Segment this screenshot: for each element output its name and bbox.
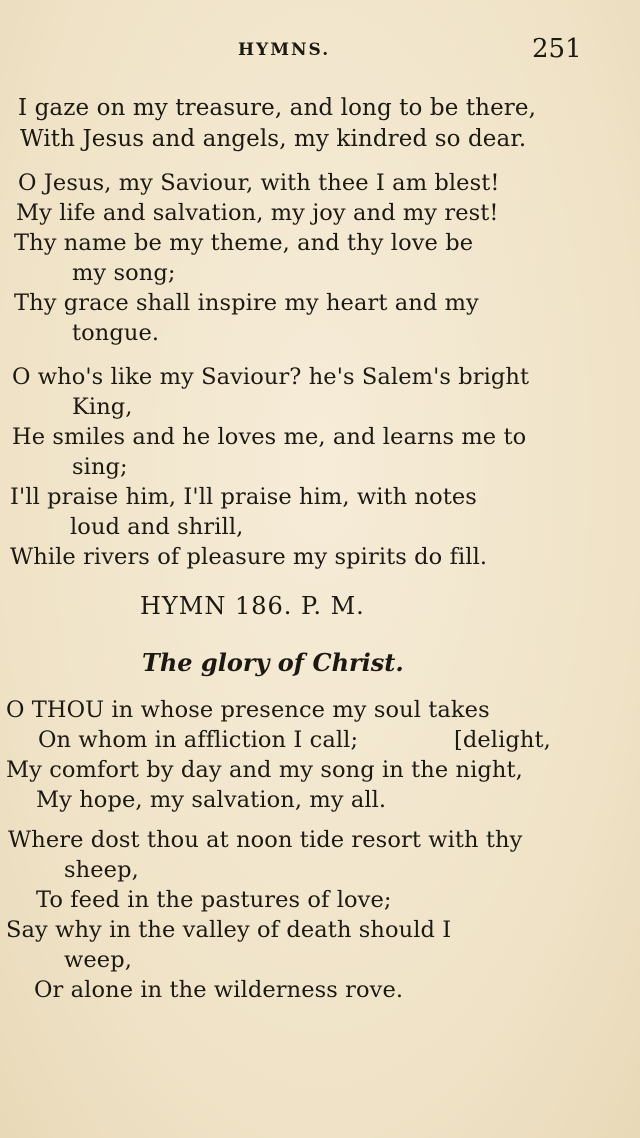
- verse-line-indent: sheep,: [64, 857, 139, 883]
- verse-line: I gaze on my treasure, and long to be there,: [18, 95, 537, 121]
- verse-line: While rivers of pleasure my spirits do fill.: [10, 544, 488, 570]
- verse-line-indent: My hope, my salvation, my all.: [36, 787, 387, 813]
- verse-line: My life and salvation, my joy and my rest!: [16, 200, 499, 226]
- verse-line: I'll praise him, I'll praise him, with notes: [10, 484, 477, 510]
- verse-line: O who's like my Saviour? he's Salem's bright: [12, 364, 530, 390]
- verse-line: O THOU in whose presence my soul takes: [6, 697, 490, 723]
- hymn-heading: HYMN 186. P. M.: [140, 592, 365, 620]
- verse-turnover: [delight,: [454, 727, 551, 753]
- verse-line-indent: King,: [72, 394, 133, 420]
- verse-line-indent: sing;: [72, 454, 128, 480]
- hymn-subtitle: The glory of Christ.: [142, 648, 404, 677]
- verse-line: He smiles and he loves me, and learns me to: [12, 424, 527, 450]
- verse-line-indent: On whom in affliction I call;: [38, 727, 359, 753]
- verse-line-indent: Or alone in the wilderness rove.: [34, 977, 404, 1003]
- verse-line: With Jesus and angels, my kindred so dear.: [20, 126, 527, 152]
- verse-line: O Jesus, my Saviour, with thee I am blest!: [18, 170, 500, 196]
- running-head: HYMNS.: [238, 40, 331, 60]
- page-header: [0, 36, 640, 72]
- verse-line: Thy grace shall inspire my heart and my: [14, 290, 479, 316]
- verse-line-indent: tongue.: [72, 320, 160, 346]
- verse-line-indent: loud and shrill,: [70, 514, 244, 540]
- page-number: 251: [532, 34, 582, 64]
- verse-line: Thy name be my theme, and thy love be: [14, 230, 474, 256]
- verse-line: Say why in the valley of death should I: [6, 917, 452, 943]
- verse-line: Where dost thou at noon tide resort with thy: [8, 827, 523, 853]
- verse-line-indent: To feed in the pastures of love;: [36, 887, 392, 913]
- verse-line-indent: weep,: [64, 947, 132, 973]
- verse-line: My comfort by day and my song in the night,: [6, 757, 523, 783]
- verse-line-indent: my song;: [72, 260, 176, 286]
